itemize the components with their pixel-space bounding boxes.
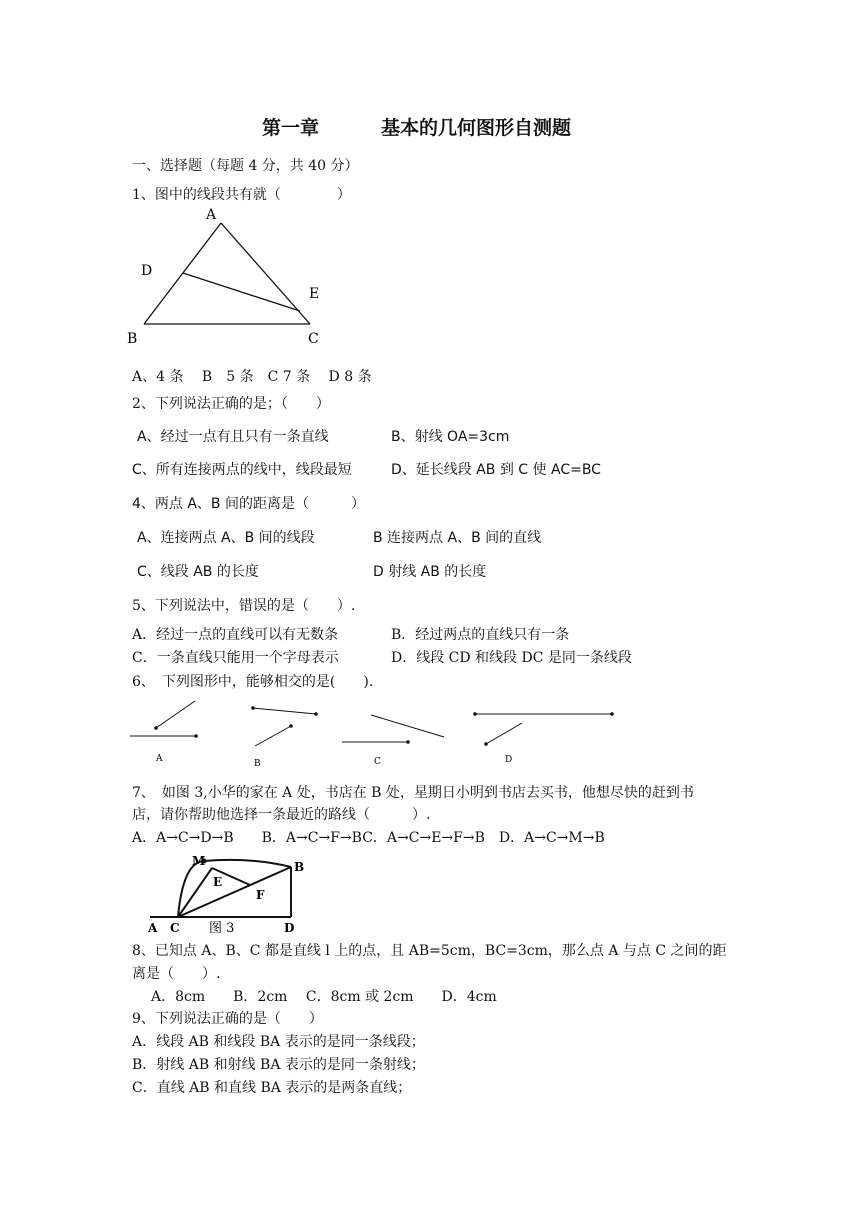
question-5-option-c: C．一条直线只能用一个字母表示	[132, 650, 339, 666]
question-5-option-a: A．经过一点的直线可以有无数条	[132, 627, 339, 643]
figure-b-point-3	[289, 724, 293, 728]
figure-b-segment-2	[255, 726, 291, 746]
figure-b-point	[251, 706, 255, 710]
segment-ac	[221, 223, 310, 324]
figure-a-point-2	[194, 734, 198, 738]
figure-c-line	[371, 715, 444, 737]
label-a: A	[148, 921, 158, 935]
question-9-option-a: A．线段 AB 和线段 BA 表示的是同一条线段；	[132, 1034, 425, 1050]
figure-d-label: D	[505, 755, 513, 765]
question-5-option-b: B．经过两点的直线只有一条	[391, 627, 570, 643]
q6-line-figures	[128, 698, 628, 768]
question-6-stem: 6、 下列图形中，能够相交的是( ).	[132, 674, 374, 690]
figure-b-point-2	[314, 712, 318, 716]
title-chapter: 第一章	[262, 117, 320, 139]
question-4-option-b: B 连接两点 A、B 间的直线	[373, 530, 542, 546]
question-4-option-a: A、连接两点 A、B 间的线段	[137, 530, 315, 546]
figure-b-segment-1	[253, 708, 316, 714]
figure-d-ray	[486, 723, 522, 744]
figure-d-point	[473, 712, 477, 716]
section-heading: 一、选择题（每题 4 分，共 40 分）	[132, 158, 359, 174]
label-c: C	[170, 921, 180, 935]
figure-c-point	[406, 740, 410, 744]
label-e: E	[213, 875, 223, 889]
question-4-stem: 4、两点 A、B 间的距离是（ ）	[132, 496, 365, 512]
figure-b-label: B	[254, 759, 261, 768]
question-2-option-a: A、经过一点有且只有一条直线	[137, 429, 329, 445]
question-9-option-b: B．射线 AB 和射线 BA 表示的是同一条射线；	[132, 1057, 425, 1073]
label-m: M	[192, 854, 206, 868]
q1-triangle-figure	[120, 202, 340, 352]
question-1-stem: 1、图中的线段共有就（ ）	[132, 187, 351, 203]
question-7-stem-line-1: 7、 如图 3,小华的家在 A 处，书店在 B 处，星期日小明到书店去买书，他想尽快的赶到书	[132, 785, 694, 801]
question-7-options: A．A→C→D→B B．A→C→F→BC．A→C→E→F→B D．A→C→M→B	[132, 830, 605, 846]
label-b: B	[294, 860, 305, 874]
question-4-option-d: D 射线 AB 的长度	[373, 564, 487, 580]
label-f: F	[256, 888, 265, 902]
question-8-options: A．8cm B．2cm C．8cm 或 2cm D．4cm	[151, 989, 497, 1005]
label-d: D	[284, 921, 295, 935]
question-8-stem-line-1: 8、已知点 A、B、C 都是直线 l 上的点，且 AB=5cm，BC=3cm，那么点 A 与点 C 之间的距	[132, 943, 727, 959]
question-2-option-d: D、延长线段 AB 到 C 使 AC=BC	[391, 462, 601, 478]
figure-caption: 图 3	[209, 921, 235, 936]
label-e: E	[309, 286, 320, 302]
question-7-stem-line-2: 店，请你帮助他选择一条最近的路线（ ）.	[132, 807, 431, 823]
question-2-option-c: C、所有连接两点的线中，线段最短	[132, 462, 352, 478]
question-2-stem: 2、下列说法正确的是；（ ）	[132, 396, 330, 412]
q7-route-figure	[140, 852, 320, 936]
figure-a-ray	[156, 701, 195, 728]
question-9-stem: 9、下列说法正确的是（ ）	[132, 1011, 323, 1027]
label-a: A	[206, 207, 217, 223]
question-1-options: A、4 条 B 5 条 C 7 条 D 8 条	[132, 369, 372, 385]
question-2-option-b: B、射线 OA=3cm	[391, 429, 510, 445]
question-9-option-c: C．直线 AB 和直线 BA 表示的是两条直线；	[132, 1080, 412, 1096]
figure-a-point	[154, 726, 158, 730]
figure-c-label: C	[374, 757, 381, 767]
figure-d-point-3	[484, 742, 488, 746]
question-5-option-d: D．线段 CD 和线段 DC 是同一条线段	[391, 650, 632, 666]
figure-a-label: A	[156, 754, 163, 764]
question-8-stem-line-2: 离是（ ）.	[132, 966, 221, 982]
segment-ab	[144, 223, 221, 324]
figure-d-point-2	[610, 712, 614, 716]
page-title: 基本的几何图形自测题	[381, 117, 572, 139]
label-b: B	[127, 331, 138, 347]
label-d: D	[141, 263, 153, 279]
label-c: C	[308, 331, 319, 347]
question-4-option-c: C、线段 AB 的长度	[137, 564, 259, 580]
question-5-stem: 5、下列说法中，错误的是（ ）.	[132, 598, 356, 614]
